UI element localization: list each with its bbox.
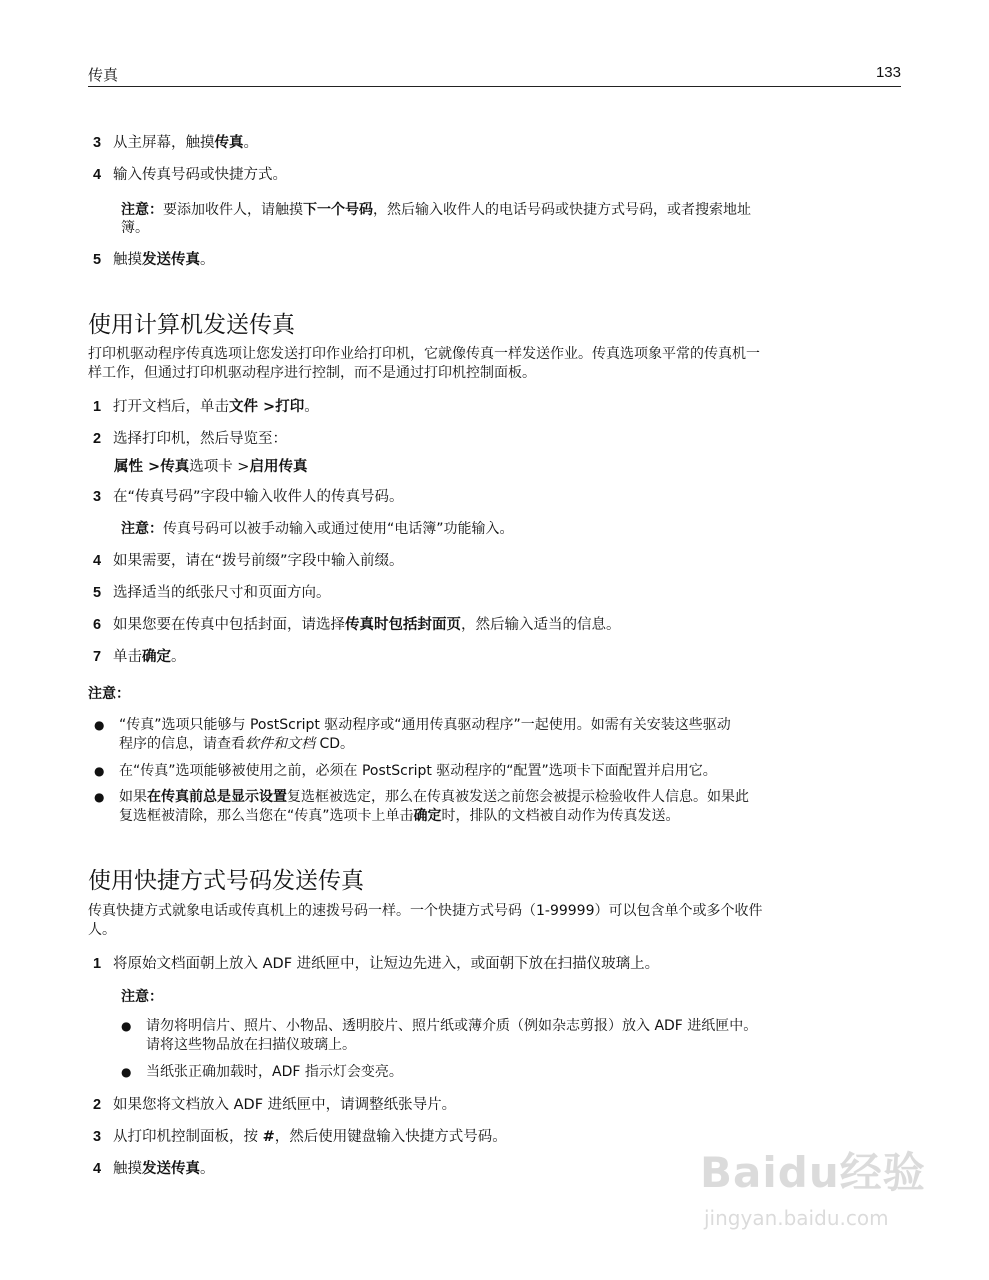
watermark-url: jingyan.baidu.com bbox=[704, 1206, 889, 1230]
bullet-icon: ● bbox=[94, 718, 105, 732]
note: 注意：传真号码可以被手动输入或通过使用“电话簿”功能输入。 bbox=[121, 521, 514, 537]
bullet-icon: ● bbox=[94, 764, 105, 778]
step-1: 1 将原始文档面朝上放入 ADF 进纸匣中，让短边先进入，或面朝下放在扫描仪玻璃上。 bbox=[93, 956, 660, 972]
section-title: 使用快捷方式号码发送传真 bbox=[88, 868, 364, 894]
step-2: 2 如果您将文档放入 ADF 进纸匣中，请调整纸张导片。 bbox=[93, 1097, 457, 1113]
page-number: 133 bbox=[875, 64, 901, 81]
notes-label: 注意： bbox=[88, 686, 130, 702]
menu-path: 属性 >传真选项卡 >启用传真 bbox=[114, 459, 308, 475]
header-rule bbox=[88, 86, 901, 87]
step-2: 2 选择打印机，然后导览至： bbox=[93, 431, 287, 447]
section-intro: 传真快捷方式就象电话或传真机上的速拨号码一样。一个快捷方式号码（1-99999）可以包含单个或多个收件 人。 bbox=[88, 903, 763, 938]
bullet-icon: ● bbox=[121, 1019, 132, 1033]
section-title: 使用计算机发送传真 bbox=[88, 312, 295, 338]
step-4: 4 如果需要，请在“拨号前缀”字段中输入前缀。 bbox=[93, 553, 404, 569]
bullet-item: ● 请勿将明信片、照片、小物品、透明胶片、照片纸或薄介质（例如杂志剪报）放入 ADF 进纸匣中。 请将这些物品放在扫描仪玻璃上。 bbox=[121, 1018, 758, 1053]
notes-label: 注意： bbox=[121, 989, 163, 1005]
bullet-icon: ● bbox=[121, 1065, 132, 1079]
bullet-item: ● 如果在传真前总是显示设置复选框被选定，那么在传真被发送之前您会被提示检验收件人信息。如果此 复选框被清除，那么当您在“传真”选项卡上单击确定时，排队的文档被自动作为传真发送。 bbox=[94, 789, 749, 824]
step-1: 1 打开文档后，单击文件 >打印。 bbox=[93, 399, 319, 415]
step-4: 4 输入传真号码或快捷方式。 bbox=[93, 167, 287, 183]
note: 注意：要添加收件人，请触摸下一个号码，然后输入收件人的电话号码或快捷方式号码，或者搜索地址 簿。 bbox=[121, 202, 751, 236]
step-3: 3 在“传真号码”字段中输入收件人的传真号码。 bbox=[93, 489, 404, 505]
step-4: 4 触摸发送传真。 bbox=[93, 1161, 215, 1177]
bullet-item: ● “传真”选项只能够与 PostScript 驱动程序或“通用传真驱动程序”一起使用。如需有关安装这些驱动 程序的信息，请查看软件和文档 CD。 bbox=[94, 717, 731, 752]
bullet-icon: ● bbox=[94, 790, 105, 804]
watermark bbox=[700, 1140, 930, 1250]
running-header-title: 传真 bbox=[88, 66, 119, 84]
bullet-item: ● 当纸张正确加载时，ADF 指示灯会变亮。 bbox=[121, 1064, 403, 1080]
step-5: 5 选择适当的纸张尺寸和页面方向。 bbox=[93, 585, 331, 601]
step-7: 7 单击确定。 bbox=[93, 649, 186, 665]
step-5: 5 触摸发送传真。 bbox=[93, 252, 215, 268]
section-intro: 打印机驱动程序传真选项让您发送打印作业给打印机，它就像传真一样发送作业。传真选项象平常的传真机一 样工作，但通过打印机驱动程序进行控制，而不是通过打印机控制面板。 bbox=[88, 346, 760, 381]
step-3: 3 从主屏幕，触摸传真。 bbox=[93, 135, 258, 151]
bullet-item: ● 在“传真”选项能够被使用之前，必须在 PostScript 驱动程序的“配置”选项卡下面配置并启用它。 bbox=[94, 763, 717, 779]
step-3: 3 从打印机控制面板，按 #，然后使用键盘输入快捷方式号码。 bbox=[93, 1129, 507, 1145]
watermark-logo: Baidu经验 bbox=[700, 1148, 926, 1197]
step-6: 6 如果您要在传真中包括封面，请选择传真时包括封面页，然后输入适当的信息。 bbox=[93, 617, 621, 633]
